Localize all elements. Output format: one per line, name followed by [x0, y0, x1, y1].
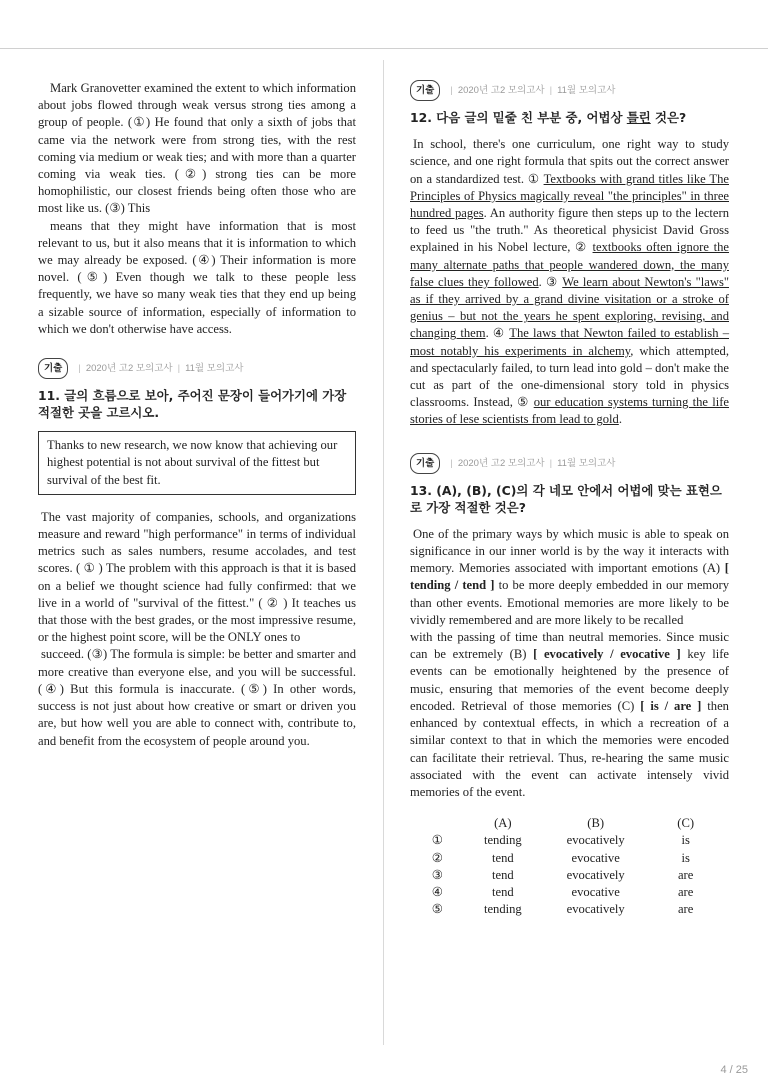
q13-choice-row — [418, 850, 729, 867]
header-rule — [0, 48, 768, 49]
choice-a: tend — [492, 850, 514, 865]
q11-separator: | — [177, 363, 181, 375]
choice-c: are — [677, 884, 694, 899]
choice-number: ② — [431, 850, 443, 865]
choice-a: tending — [483, 902, 522, 917]
choice-a: tend — [492, 884, 514, 899]
choice-b: evocatively — [566, 833, 625, 848]
q11-title: 11. 글의 흐름으로 보아, 주어진 문장이 들어가기에 가장 적절한 곳을 고르시오. — [38, 388, 347, 421]
q12-title-underlined: 틀린 — [626, 110, 651, 126]
q13-box-b: [ evocatively / evocative ] — [533, 647, 681, 662]
q12-underline-2: textbooks often ignore the many alternate paths that people wandered down, the many false clues they followed — [410, 240, 729, 289]
q11-given-sentence-box: Thanks to new research, we now know that achieving our highest potential is not about survival of the fittest but survival of the best fit. — [38, 431, 356, 495]
passage-granovetter-part1: Mark Granovetter examined the extent to which information about jobs flowed through weak versus strong ties among a group of people. (①) He found that only a sixth of jobs that came via the network were from strong ties, with the rest coming via medium or weak ties; and with more than a quarter coming via weak ties. (②) strong ties can be more homophilistic, our closest friends being often those who are most like us. (③) This — [38, 81, 356, 216]
q13-badge: 기출 — [410, 453, 440, 474]
choice-c: is — [681, 850, 690, 865]
q13-meta-year: 2020년 고2 모의고사 — [457, 457, 545, 469]
q12-underline-4: The laws that Newton failed to establish – most notably his experiments in alchemy — [410, 326, 729, 358]
q13-meta-month: 11월 모의고사 — [557, 457, 616, 469]
q13-box-c: [ is / are ] — [640, 698, 702, 713]
q11-meta-year: 2020년 고2 모의고사 — [85, 363, 173, 375]
q11-separator: | — [78, 363, 81, 375]
q12-badge: 기출 — [410, 80, 440, 101]
choice-c: is — [681, 833, 690, 848]
choice-number: ① — [431, 833, 443, 848]
q13-header-a: (A) — [494, 816, 512, 831]
choice-c: are — [677, 902, 694, 917]
q13-choice-row — [418, 832, 729, 849]
choice-b: evocative — [571, 884, 620, 899]
choice-b: evocatively — [566, 902, 625, 917]
q13-header-b: (B) — [587, 816, 605, 831]
q12-separator: | — [450, 85, 453, 96]
q12-meta-year: 2020년 고2 모의고사 — [457, 85, 545, 96]
q13-choice-row — [418, 884, 729, 901]
choice-c: are — [677, 867, 694, 882]
choice-b: evocative — [571, 850, 620, 865]
right-column — [410, 80, 729, 918]
q11-passage-part1: The vast majority of companies, schools, and organizations measure and reward "high performance" in terms of individual metrics such as sales numbers, resume accolades, and test scores. ( ① ) The problem with this approach is that it is based on a belief we thought science had fully confirmed: that we live in a world of "survival of the fittest." ( ② ) It teaches us that those with the best grades, or the most impressive resume, or the highest point score, will be the ONLY ones to — [38, 509, 356, 645]
q11-badge: 기출 — [38, 358, 68, 379]
q13-passage-part1: One of the primary ways by which music is able to speak on significance in our inner world is by the way it interacts with memory. Memories associated with important emotions (A) [ tending / tend ] to be more deeply embedded in our memory than other events. Emotional memories are more likely to be vividly remembered and are more likely to be recalled — [410, 526, 729, 627]
page-number: 4 / 25 — [720, 1064, 748, 1076]
q13-separator: | — [549, 457, 553, 469]
q13-title: 13. (A), (B), (C)의 각 네모 안에서 어법에 맞는 표현으로 가장 적절한 것은? — [410, 482, 722, 515]
q12-underline-1: Textbooks with grand titles like The Principles of Physics magically reveal "the principles" in three hundred pages — [410, 171, 729, 221]
q11-meta-month: 11월 모의고사 — [185, 363, 244, 375]
column-divider — [383, 60, 384, 1045]
choice-number: ⑤ — [431, 902, 443, 917]
q12-underline-3: We learn about Newton's "laws" as if they arrived by a grand divine visitation or a stroke of genius – but not the years he spent exploring, revising, and changing them — [410, 274, 729, 341]
q12-tag-row — [410, 80, 729, 101]
q12-underline-5: our education systems turning the life stories of lese scientists from lead to gold — [410, 395, 729, 427]
q13-choices-header — [418, 815, 729, 832]
q11-passage-part2: succeed. (③) The formula is simple: be better and smarter and more creative than everyone else, and you will be successful. (④) But this formula is inaccurate. (⑤) In other words, success is not just about how creative or smart or driven you are, but how well you are able to connect with, contribute to, and benefit from the ecosystem of people around you. — [38, 647, 356, 748]
q13-header-c: (C) — [677, 816, 695, 831]
choice-b: evocatively — [566, 867, 625, 882]
q13-passage-part2: with the passing of time than neutral memories. Since music can be extremely (B) [ evocatively / evocative ] key life events can be emotionally heightened by the presence of music, ensuring that memories of the event become deeply encoded. Retrieval of those memories (C) [ is / are ] then enhanced by contextual effects, in which a recreation of a similar context to that in which the memories were encoded can facilitate their retrieval. Thus, re-hearing the same music associated with the event can activate intensely vivid memories of the event. — [410, 630, 729, 799]
q13-tag-row — [410, 453, 729, 474]
q13-choice-row — [418, 867, 729, 884]
q12-passage: In school, there's one curriculum, one right way to study science, and one right formula that spits out the correct answer on a standardized test. ① Textbooks with grand titles like The Principles of Physics magically reveal "the principles" in three hundred pages. An authority figure then steps up to the lectern to feed us "the truth." As theoretical physicist David Gross explained in his Nobel lecture, ② textbooks often ignore the many alternate paths that people wandered down, the many false clues they followed. ③ We learn about Newton's "laws" as if they arrived by a grand divine visitation or a stroke of genius – but not the years he spent exploring, revising, and changing them. ④ The laws that Newton failed to establish – most notably his experiments in alchemy, which attempted, and spectacularly failed, to turn lead into gold – don't make the cut as part of the one-dimensional story told in physics classrooms. Instead, ⑤ our education systems turning the life stories of lese scientists from lead to gold. — [410, 137, 729, 427]
q12-meta-month: 11월 모의고사 — [557, 85, 616, 96]
q12-title: 12. 다음 글의 밑줄 친 부분 중, 어법상 틀린 것은? — [410, 110, 687, 126]
choice-a: tend — [492, 867, 514, 882]
q13-separator: | — [450, 457, 453, 469]
q11-tag-row — [38, 358, 356, 379]
q13-box-a: [ tending / tend ] — [410, 561, 729, 593]
passage-granovetter-part2: means that they might have information that is most relevant to us, but it also means that it is information to which we may already be exposed. (④) Their information is more novel. (⑤) Even though we talk to these people less frequently, we have so many weak ties that they end up being a sizable source of information, especially of information to which we don't otherwise have access. — [38, 218, 356, 336]
q13-choices-table — [418, 815, 729, 918]
q13-choice-row — [418, 901, 729, 918]
choice-a: tending — [483, 833, 522, 848]
choice-number: ③ — [431, 867, 443, 882]
left-column — [38, 80, 356, 750]
q12-separator: | — [549, 85, 553, 96]
choice-number: ④ — [431, 884, 443, 899]
